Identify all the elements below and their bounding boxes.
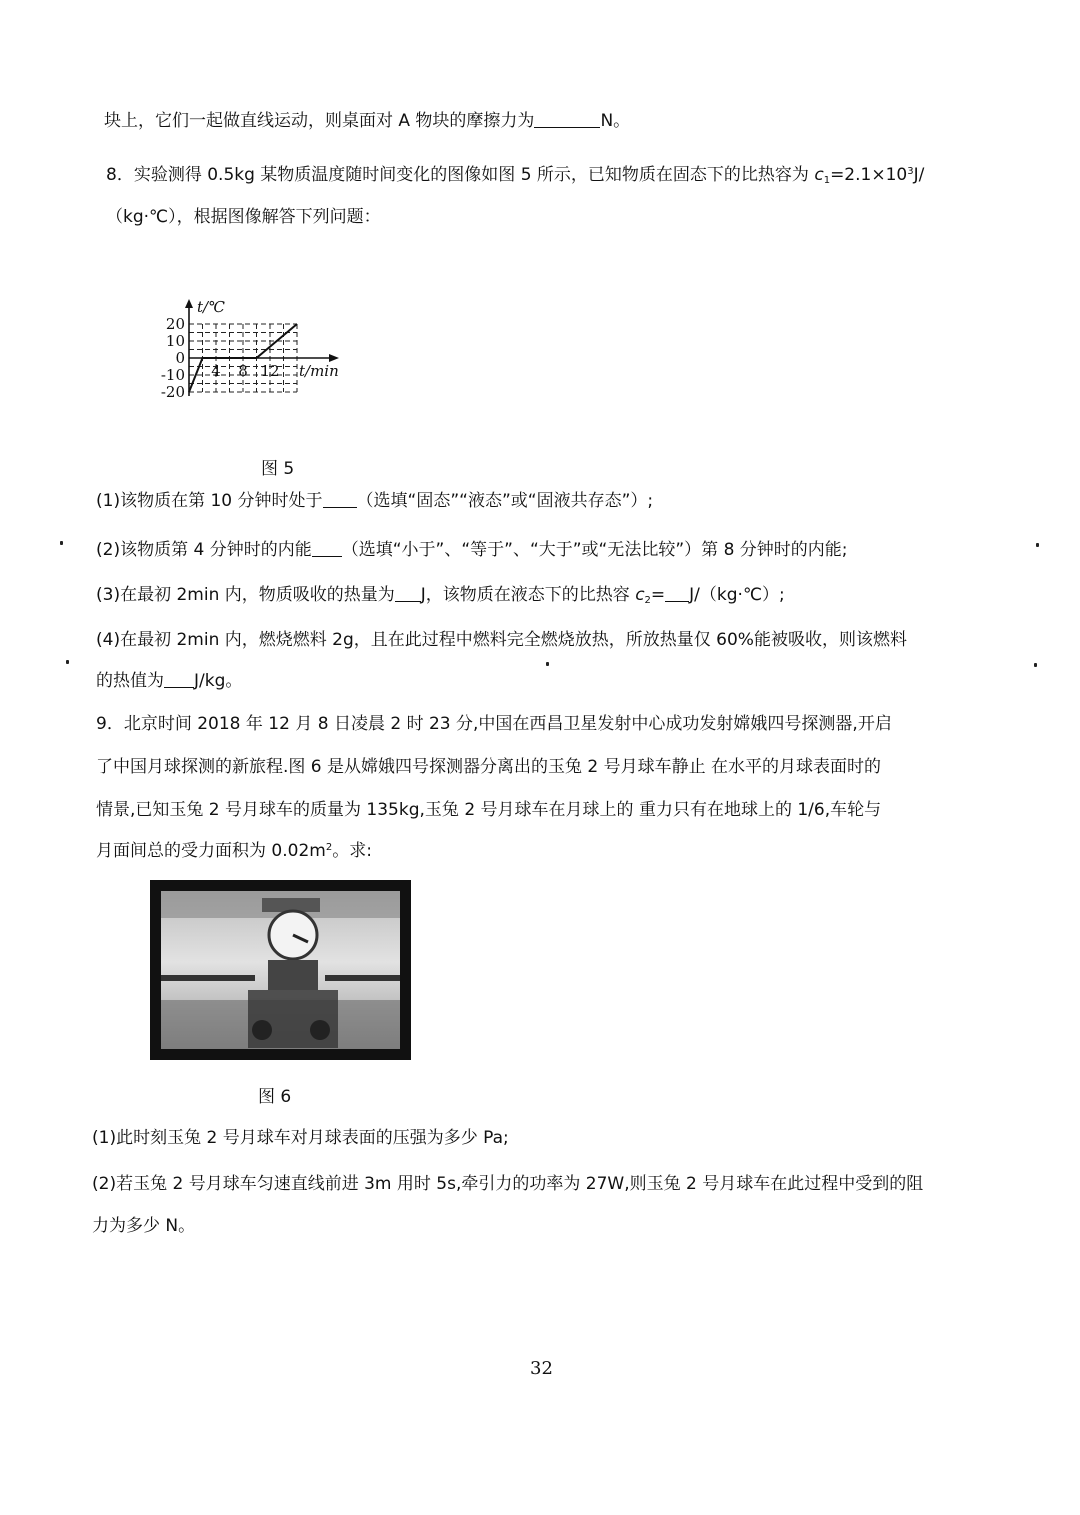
q8-2 bbox=[96, 539, 848, 561]
q8-4-line-2 bbox=[96, 670, 242, 692]
q8-1-options: （选填“固态”“液态”或“固液共存态”）; bbox=[356, 491, 654, 511]
q8-3-blank-c2[interactable] bbox=[665, 585, 689, 602]
q8-3 bbox=[96, 584, 785, 606]
q8-1-text: (1)该物质在第 10 分钟时处于 bbox=[96, 491, 323, 511]
y-tick-label: -10 bbox=[160, 366, 185, 384]
x-tick-label: 4 bbox=[211, 362, 221, 380]
q9-line-1: 9．北京时间 2018 年 12 月 8 日凌晨 2 时 23 分,中国在西昌卫星发射中心成功发射嫦娥四号探测器,开启 bbox=[96, 714, 892, 734]
q9-line-2: 了中国月球探测的新旅程.图 6 是从嫦娥四号探测器分离出的玉兔 2 号月球车静止 在水平的月球表面时的 bbox=[96, 757, 882, 777]
y-tick-label: 20 bbox=[165, 315, 185, 333]
q7-answer-blank[interactable] bbox=[534, 111, 600, 128]
q8-1-blank[interactable] bbox=[323, 491, 357, 508]
figure-6-caption: 图 6 bbox=[258, 1087, 292, 1107]
c1-symbol: c bbox=[814, 165, 824, 185]
q9-line-4 bbox=[96, 840, 372, 862]
c1-sub: 1 bbox=[823, 175, 831, 186]
q8-3-text: (3)在最初 2min 内，物质吸收的热量为 bbox=[96, 585, 395, 605]
q8-line-2: （kg·℃），根据图像解答下列问题： bbox=[106, 207, 381, 227]
x-tick-label: 12 bbox=[260, 362, 280, 380]
c1-exp: 3 bbox=[907, 166, 914, 177]
q9-area-text: 月面间总的受力面积为 0.02m bbox=[96, 841, 326, 861]
q8-3-mid: J，该物质在液态下的比热容 bbox=[420, 585, 636, 605]
y-tick-label: 0 bbox=[175, 349, 185, 367]
figure-5-chart bbox=[155, 262, 435, 442]
q7-unit: N。 bbox=[600, 111, 631, 131]
figure-6-photo bbox=[150, 880, 411, 1060]
q8-2-options: （选填“小于”、“等于”、“大于”或“无法比较”）第 8 分钟时的内能; bbox=[341, 540, 848, 560]
q8-2-text: (2)该物质第 4 分钟时的内能 bbox=[96, 540, 312, 560]
x-axis-label: t/min bbox=[299, 362, 339, 380]
q8-4-line-1: (4)在最初 2min 内，燃烧燃料 2g，且在此过程中燃料完全燃烧放热，所放热量仅 60%能被吸收，则该燃料 bbox=[96, 630, 907, 650]
page-number: 32 bbox=[530, 1358, 553, 1379]
q7-text: 块上，它们一起做直线运动，则桌面对 A 物块的摩擦力为 bbox=[104, 111, 535, 131]
scan-speck bbox=[60, 541, 63, 545]
q9-2-line-1: (2)若玉兔 2 号月球车匀速直线前进 3m 用时 5s,牵引力的功率为 27W,则玉兔 2 号月球车在此过程中受到的阻 bbox=[92, 1174, 924, 1194]
y-axis-arrow bbox=[185, 299, 193, 308]
x-tick-label: 8 bbox=[238, 362, 248, 380]
q8-line-1 bbox=[106, 164, 924, 186]
y-tick-label: 10 bbox=[165, 332, 185, 350]
q8-3-unit: J/（kg·℃）; bbox=[689, 585, 785, 605]
area-exp: 2 bbox=[325, 842, 333, 853]
scan-speck bbox=[1034, 663, 1037, 667]
c2-eq: = bbox=[650, 585, 666, 605]
q9-line-3: 情景,已知玉兔 2 号月球车的质量为 135kg,玉兔 2 号月球车在月球上的 重力只有在地球上的 1/6,车轮与 bbox=[96, 800, 882, 820]
c2-sub: 2 bbox=[644, 595, 651, 606]
q9-ask: 。求: bbox=[332, 841, 372, 861]
lunar-rover-image bbox=[150, 880, 411, 1060]
q8-4-text: 的热值为 bbox=[96, 671, 164, 691]
x-axis-arrow bbox=[329, 354, 339, 362]
c2-symbol: c bbox=[635, 585, 645, 605]
q8-stem: 8．实验测得 0.5kg 某物质温度随时间变化的图像如图 5 所示，已知物质在固态下的比热容为 bbox=[106, 165, 815, 185]
c1-value: =2.1×10 bbox=[830, 165, 908, 185]
q8-4-blank[interactable] bbox=[164, 671, 194, 688]
q9-1: (1)此时刻玉兔 2 号月球车对月球表面的压强为多少 Pa; bbox=[92, 1128, 509, 1148]
q8-2-blank[interactable] bbox=[312, 540, 342, 557]
q8-1 bbox=[96, 490, 653, 512]
line-q7-end bbox=[104, 110, 630, 132]
y-axis-label: t/℃ bbox=[197, 298, 225, 316]
scan-speck bbox=[1036, 543, 1039, 547]
c1-unit: J/ bbox=[913, 165, 925, 185]
q8-4-unit: J/kg。 bbox=[194, 671, 243, 691]
y-tick-label: -20 bbox=[160, 383, 185, 401]
q9-2-line-2: 力为多少 N。 bbox=[92, 1216, 196, 1236]
q8-3-blank-heat[interactable] bbox=[395, 585, 421, 602]
scan-speck bbox=[66, 660, 69, 664]
scan-speck bbox=[546, 662, 549, 666]
figure-5-caption: 图 5 bbox=[261, 459, 295, 479]
